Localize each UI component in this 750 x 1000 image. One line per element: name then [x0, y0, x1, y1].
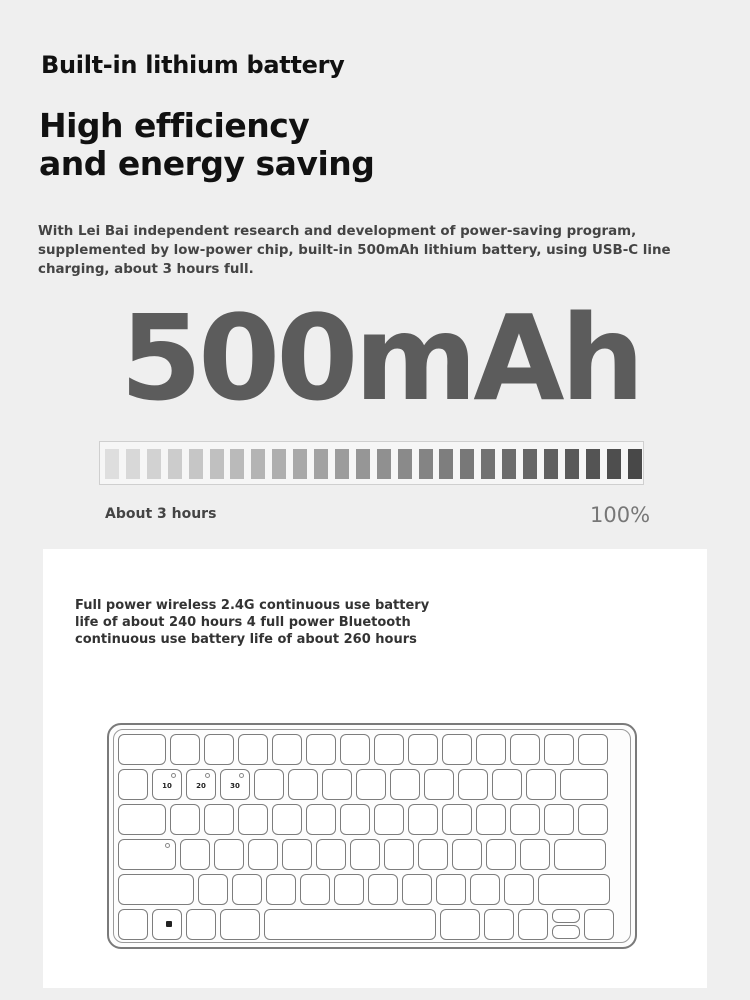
- keyboard-key: [118, 909, 148, 940]
- keyboard-key: [520, 839, 550, 870]
- keyboard-key: [476, 804, 506, 835]
- keyboard-key: [402, 874, 432, 905]
- battery-segment: [377, 449, 391, 479]
- battery-segment: [147, 449, 161, 479]
- battery-segment: [356, 449, 370, 479]
- keyboard-key: [350, 839, 380, 870]
- keyboard-key: [170, 734, 200, 765]
- keyboard-key: [204, 804, 234, 835]
- keyboard-key: [254, 769, 284, 800]
- keyboard-key: [476, 734, 506, 765]
- keyboard-key: [152, 769, 182, 800]
- keyboard-key: [408, 734, 438, 765]
- keyboard-key: [118, 769, 148, 800]
- keyboard-key: [584, 909, 614, 940]
- keyboard-key: [408, 804, 438, 835]
- charge-time-label: About 3 hours: [105, 506, 217, 522]
- keyboard-key: [322, 769, 352, 800]
- battery-segment: [335, 449, 349, 479]
- keyboard-key: [264, 909, 436, 940]
- arrow-down-key: [552, 925, 580, 939]
- indicator-light-icon: [171, 773, 176, 778]
- battery-segment: [628, 449, 642, 479]
- keyboard-key: [272, 734, 302, 765]
- keyboard-key: [442, 804, 472, 835]
- headline-line-1: High efficiency: [39, 106, 310, 145]
- battery-segment: [272, 449, 286, 479]
- keyboard-key: [288, 769, 318, 800]
- keyboard-key: [334, 874, 364, 905]
- keyboard-key: [272, 804, 302, 835]
- keyboard-key: [170, 804, 200, 835]
- battery-segment: [419, 449, 433, 479]
- battery-segment: [189, 449, 203, 479]
- keyboard-key: [458, 769, 488, 800]
- keyboard-key: [578, 804, 608, 835]
- battery-segment: [565, 449, 579, 479]
- keyboard-key: [538, 874, 610, 905]
- battery-segment: [126, 449, 140, 479]
- keyboard-key: [186, 909, 216, 940]
- keyboard-key: [484, 909, 514, 940]
- battery-segment: [251, 449, 265, 479]
- battery-segment: [439, 449, 453, 479]
- keyboard-key: [368, 874, 398, 905]
- battery-segment: [460, 449, 474, 479]
- keyboard-key: [526, 769, 556, 800]
- keyboard-illustration: [107, 723, 637, 949]
- keyboard-key: [316, 839, 346, 870]
- keyboard-key: [198, 874, 228, 905]
- keyboard-key: [374, 734, 404, 765]
- keyboard-key: [238, 804, 268, 835]
- keyboard-key: [554, 839, 606, 870]
- battery-segment: [586, 449, 600, 479]
- keyboard-key: [440, 909, 480, 940]
- keyboard-key: [470, 874, 500, 905]
- headline-line-2: and energy saving: [39, 144, 375, 183]
- battery-segment: [230, 449, 244, 479]
- keyboard-key: [180, 839, 210, 870]
- battery-segment: [523, 449, 537, 479]
- keyboard-key: [384, 839, 414, 870]
- charge-percent-label: 100%: [590, 503, 651, 527]
- keyboard-key: [220, 909, 260, 940]
- keyboard-key: [118, 839, 176, 870]
- battery-segment: [398, 449, 412, 479]
- keyboard-key: [118, 734, 166, 765]
- keyboard-key: [118, 804, 166, 835]
- keyboard-key: [152, 909, 182, 940]
- keyboard-key: [560, 769, 608, 800]
- keyboard-key: [306, 804, 336, 835]
- arrow-up-key: [552, 909, 580, 923]
- battery-segment: [481, 449, 495, 479]
- keyboard-key: [492, 769, 522, 800]
- keyboard-key: [248, 839, 278, 870]
- keyboard-key: [544, 804, 574, 835]
- usage-card: [43, 549, 707, 988]
- keyboard-key: [306, 734, 336, 765]
- battery-capacity: 500mAh: [120, 289, 641, 427]
- keyboard-key: [510, 734, 540, 765]
- battery-segment: [210, 449, 224, 479]
- keyboard-key: [238, 734, 268, 765]
- key-indicator-label: 20: [196, 782, 206, 790]
- battery-segment: [607, 449, 621, 479]
- battery-level-bar: [99, 441, 644, 485]
- keyboard-key: [214, 839, 244, 870]
- section-subhead: Built-in lithium battery: [41, 51, 345, 79]
- battery-segment: [544, 449, 558, 479]
- keyboard-key: [118, 874, 194, 905]
- keyboard-key: [510, 804, 540, 835]
- battery-segment: [502, 449, 516, 479]
- indicator-light-icon: [205, 773, 210, 778]
- caps-lock-light-icon: [165, 843, 170, 848]
- keyboard-key: [452, 839, 482, 870]
- keyboard-key: [282, 839, 312, 870]
- keyboard-key: [220, 769, 250, 800]
- keyboard-key: [266, 874, 296, 905]
- battery-segment: [105, 449, 119, 479]
- keyboard-key: [232, 874, 262, 905]
- headline: [39, 107, 374, 183]
- battery-description: With Lei Bai independent research and development of power-saving program, supplemented by low-power chip, built-in 500mAh lithium battery, using USB-C line charging, about 3 hours full.: [38, 224, 671, 277]
- battery-segment: [168, 449, 182, 479]
- keyboard-key: [418, 839, 448, 870]
- keyboard-key: [518, 909, 548, 940]
- keyboard-key: [186, 769, 216, 800]
- indicator-light-icon: [239, 773, 244, 778]
- keyboard-key: [340, 734, 370, 765]
- keyboard-key: [204, 734, 234, 765]
- battery-segment: [314, 449, 328, 479]
- usage-text: Full power wireless 2.4G continuous use battery life of about 240 hours 4 full power Bluetooth continuous use battery life of about 260 hours: [75, 598, 430, 647]
- keyboard-key: [504, 874, 534, 905]
- keyboard-key: [374, 804, 404, 835]
- keyboard-key: [390, 769, 420, 800]
- keyboard-key: [340, 804, 370, 835]
- battery-segment: [293, 449, 307, 479]
- keyboard-key: [436, 874, 466, 905]
- key-indicator-label: 30: [230, 782, 240, 790]
- key-indicator-label: 10: [162, 782, 172, 790]
- keyboard-key: [442, 734, 472, 765]
- fn-icon: [166, 921, 172, 927]
- keyboard-key: [486, 839, 516, 870]
- keyboard-key: [356, 769, 386, 800]
- keyboard-key: [300, 874, 330, 905]
- keyboard-keys: [113, 729, 631, 943]
- keyboard-key: [424, 769, 454, 800]
- keyboard-key: [544, 734, 574, 765]
- keyboard-key: [578, 734, 608, 765]
